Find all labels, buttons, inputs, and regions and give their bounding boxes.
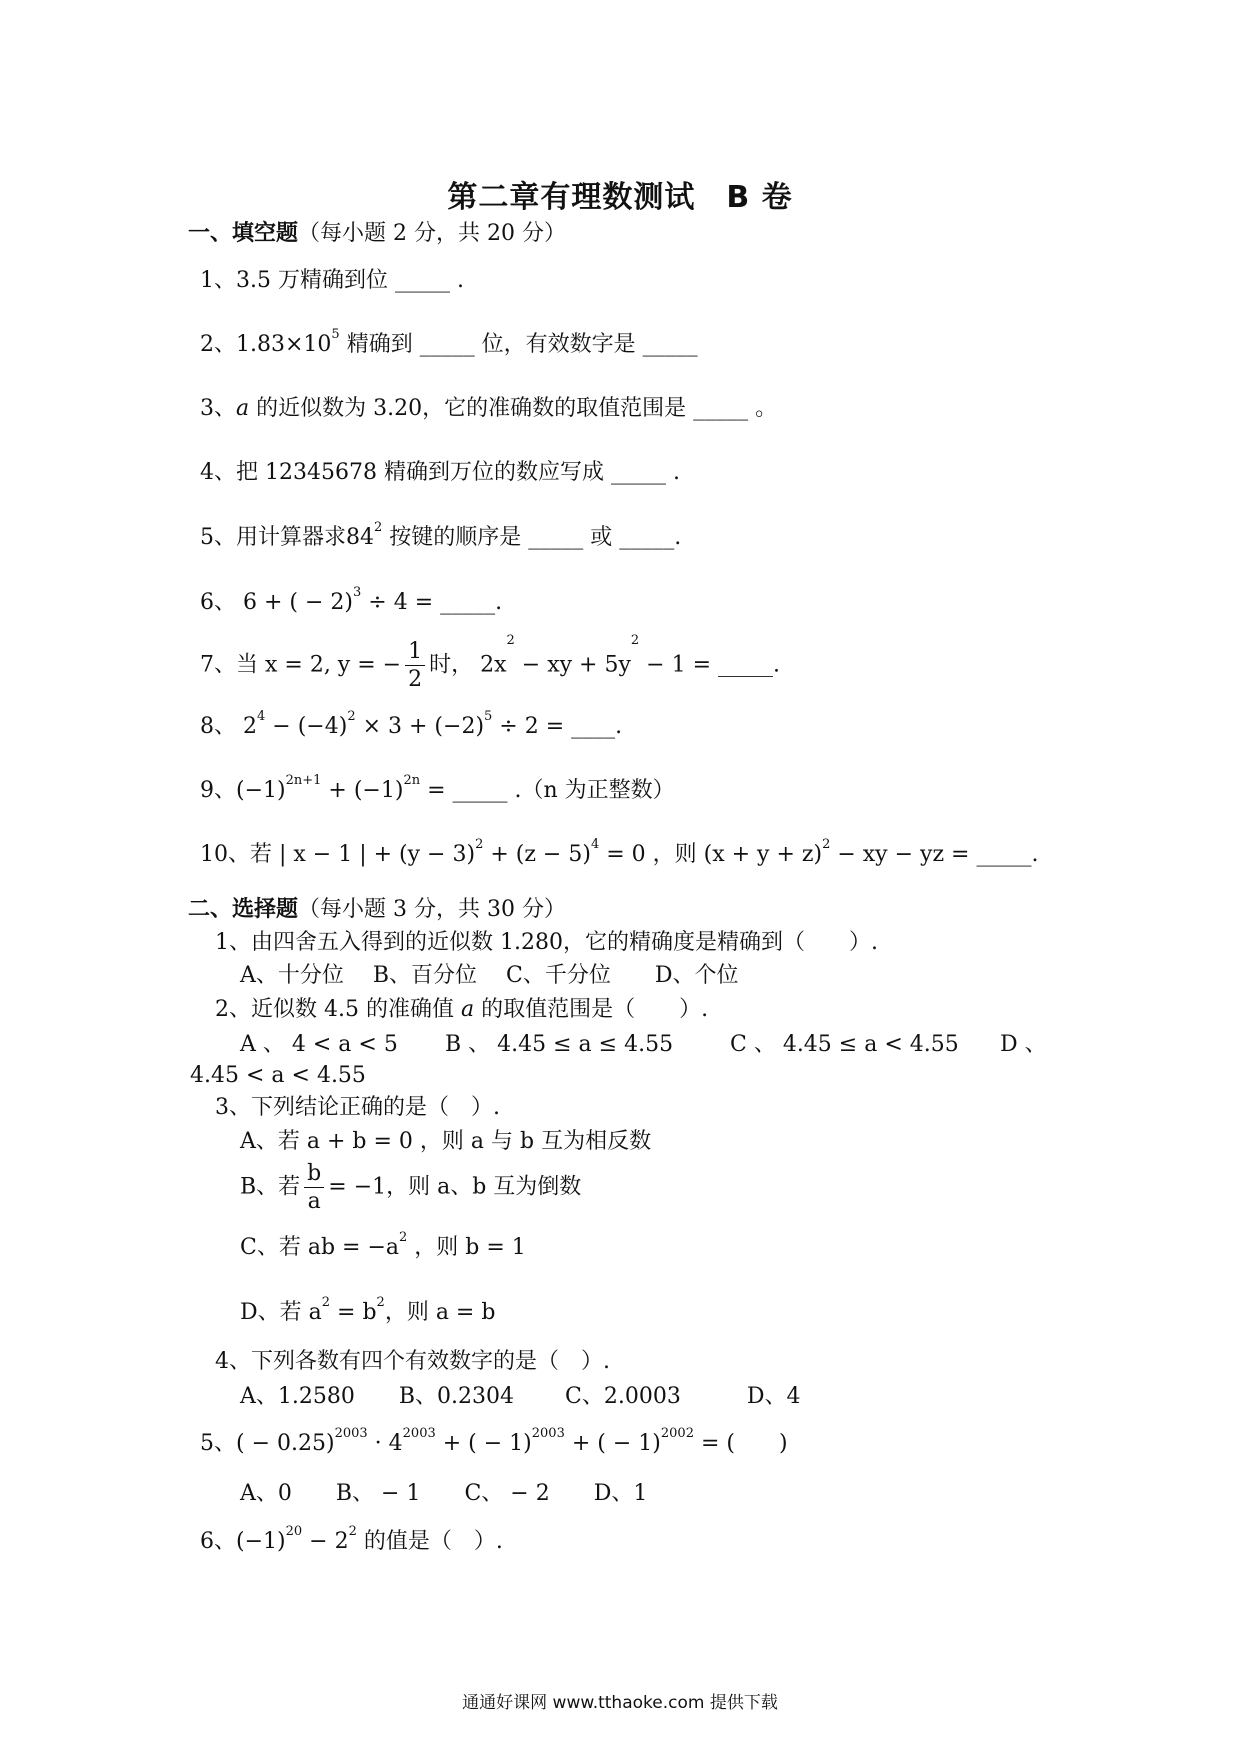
- q7-numerator: 1: [405, 640, 425, 666]
- q3-variable: a: [236, 396, 250, 421]
- question-1-7: [200, 633, 781, 693]
- q2-5-text-a: 5、( − 0.25): [200, 1431, 335, 1456]
- q2-6-exponent-1: 20: [285, 1524, 303, 1539]
- q2-text-a: 2、1.83×10: [200, 332, 332, 357]
- q8-exponent-3: 5: [484, 709, 493, 724]
- question-2-3: 3、下列结论正确的是（ ）.: [215, 1095, 500, 1120]
- q2-2-text-b: 的取值范围是（ ）.: [474, 997, 709, 1022]
- q2-3c-text-a: C、若 ab = −a: [240, 1235, 399, 1260]
- q7-text-b: 时， 2x: [429, 652, 507, 678]
- q2-text-b: 精确到 _____ 位，有效数字是 _____: [339, 332, 698, 357]
- page-footer: 通通好课网 www.tthaoke.com 提供下载: [462, 1693, 778, 1713]
- q2-3b-fraction: [304, 1162, 324, 1213]
- q7-text-d: − 1 = _____.: [639, 652, 781, 678]
- q10-exponent-2: 4: [590, 837, 600, 852]
- question-2-3-option-a: A、若 a + b = 0 ，则 a 与 b 互为相反数: [240, 1129, 652, 1154]
- q2-5-text-c: + ( − 1): [435, 1431, 532, 1456]
- q2-5-text-e: = ( ): [693, 1431, 788, 1456]
- q2-5-text-b: · 4: [367, 1431, 403, 1456]
- q8-exponent-1: 4: [257, 709, 266, 724]
- q2-5-exponent-3: 2003: [531, 1426, 565, 1441]
- q2-2-variable: a: [460, 997, 475, 1022]
- q3-text-b: 的近似数为 3.20，它的准确数的取值范围是 _____ 。: [249, 396, 778, 421]
- q9-exponent-1: 2n+1: [285, 773, 322, 788]
- q2-3b-text-a: B、若: [240, 1174, 301, 1200]
- question-1-6: [200, 585, 503, 615]
- q2-5-exponent-1: 2003: [334, 1426, 368, 1441]
- question-1-1: 1、3.5 万精确到位 _____ .: [200, 268, 464, 293]
- q2-6-exponent-2: 2: [348, 1524, 357, 1539]
- q2-3b-numerator: b: [304, 1162, 324, 1188]
- question-2-2: [215, 999, 708, 1021]
- section2-heading: [188, 898, 566, 921]
- question-2-2-option-a: A 、 4 < a < 5: [240, 1032, 398, 1057]
- q9-text-a: 9、(−1): [200, 778, 286, 803]
- q2-6-text-c: 的值是（ ）.: [356, 1529, 503, 1554]
- q8-exponent-2: 2: [347, 709, 356, 724]
- question-2-3-option-c: [240, 1230, 526, 1260]
- q10-text-d: − xy − yz = _____.: [830, 842, 1039, 867]
- q9-exponent-2: 2n: [403, 773, 421, 788]
- question-1-3: [200, 398, 777, 420]
- question-2-1: 1、由四舍五入得到的近似数 1.280，它的精确度是精确到（ ）.: [215, 930, 878, 955]
- q7-denominator: 2: [408, 667, 423, 693]
- q10-text-c: = 0 ，则 (x + y + z): [599, 842, 823, 867]
- section1-heading-bold: 一、填空题: [188, 220, 299, 246]
- q10-exponent-1: 2: [475, 837, 484, 852]
- question-2-2-option-d-value: 4.45 < a < 4.55: [190, 1063, 366, 1088]
- q5-text-a: 5、用计算器求84: [200, 525, 374, 550]
- q2-5-text-d: + ( − 1): [564, 1431, 661, 1456]
- q2-5-exponent-4: 2002: [660, 1426, 694, 1441]
- section2-heading-bold: 二、选择题: [188, 896, 299, 922]
- q6-exponent: 3: [353, 585, 362, 600]
- q2-3d-text-b: = b: [330, 1300, 377, 1325]
- question-1-5: [200, 520, 682, 550]
- q2-3d-exponent-1: 2: [321, 1295, 331, 1310]
- q10-exponent-3: 2: [822, 837, 831, 852]
- page-title: 第二章有理数测试 B 卷: [447, 180, 793, 215]
- q8-text-b: − (−4): [265, 714, 348, 739]
- question-2-3-option-d: [240, 1295, 496, 1325]
- q10-text-b: + (z − 5): [483, 842, 591, 867]
- q6-text-b: ÷ 4 = _____.: [361, 590, 503, 615]
- q8-text-d: ÷ 2 = ____.: [492, 714, 623, 739]
- section1-heading-rest: （每小题 2 分，共 20 分）: [298, 221, 566, 246]
- q9-text-c: = _____ .（n 为正整数）: [420, 778, 675, 803]
- q2-6-text-a: 6、(−1): [200, 1529, 286, 1554]
- question-1-10: [200, 837, 1039, 867]
- question-2-2-option-d: D 、: [1000, 1032, 1047, 1057]
- q7-exponent-2: 2: [630, 633, 640, 648]
- question-1-9: [200, 773, 675, 803]
- q2-6-text-b: − 2: [302, 1529, 349, 1554]
- q3-text-a: 3、: [200, 396, 236, 421]
- q10-text-a: 10、若 | x − 1 | + (y − 3): [200, 842, 476, 867]
- question-1-2: [200, 327, 698, 357]
- q2-3c-text-b: ，则 b = 1: [407, 1235, 526, 1260]
- q6-text-a: 6、 6 + ( − 2): [200, 590, 353, 615]
- q9-text-b: + (−1): [321, 778, 404, 803]
- question-2-1-options: A、十分位 B、百分位 C、千分位 D、个位: [240, 963, 739, 988]
- question-2-2-option-b: B 、 4.45 ≤ a ≤ 4.55: [445, 1032, 674, 1057]
- q2-5-exponent-2: 2003: [402, 1426, 436, 1441]
- q2-3b-denominator: a: [307, 1189, 321, 1215]
- q2-3d-text-a: D、若 a: [240, 1300, 322, 1325]
- question-1-8: [200, 709, 623, 739]
- question-2-4: 4、下列各数有四个有效数字的是（ ）.: [215, 1349, 610, 1374]
- section1-heading: [188, 222, 566, 245]
- question-2-2-option-c: C 、 4.45 ≤ a < 4.55: [730, 1032, 959, 1057]
- q2-3d-text-c: ，则 a = b: [384, 1300, 496, 1325]
- question-2-4-options: A、1.2580 B、0.2304 C、2.0003 D、4: [240, 1384, 801, 1409]
- q2-3d-exponent-2: 2: [376, 1295, 385, 1310]
- question-2-5-options: A、0 B、 − 1 C、 − 2 D、1: [240, 1481, 648, 1506]
- question-2-6: [200, 1524, 503, 1554]
- q7-text-a: 7、当 x = 2, y = −: [200, 652, 402, 678]
- q2-3b-text-b: = −1，则 a、b 互为倒数: [328, 1174, 582, 1200]
- q2-2-text-a: 2、近似数 4.5 的准确值: [215, 997, 461, 1022]
- q7-exponent-1: 2: [506, 633, 515, 648]
- question-1-4: 4、把 12345678 精确到万位的数应写成 _____ .: [200, 460, 680, 485]
- question-2-3-option-b: [240, 1162, 581, 1213]
- q2-3c-exponent: 2: [399, 1230, 408, 1245]
- q7-text-c: − xy + 5y: [514, 652, 631, 678]
- q5-exponent: 2: [374, 520, 383, 535]
- q7-fraction: [405, 640, 425, 691]
- question-2-5: [200, 1426, 788, 1456]
- section2-heading-rest: （每小题 3 分，共 30 分）: [298, 897, 566, 922]
- q8-text-c: × 3 + (−2): [355, 714, 485, 739]
- q8-text-a: 8、 2: [200, 714, 257, 739]
- q5-text-b: 按键的顺序是 _____ 或 _____.: [382, 525, 682, 550]
- q2-exponent: 5: [331, 327, 340, 342]
